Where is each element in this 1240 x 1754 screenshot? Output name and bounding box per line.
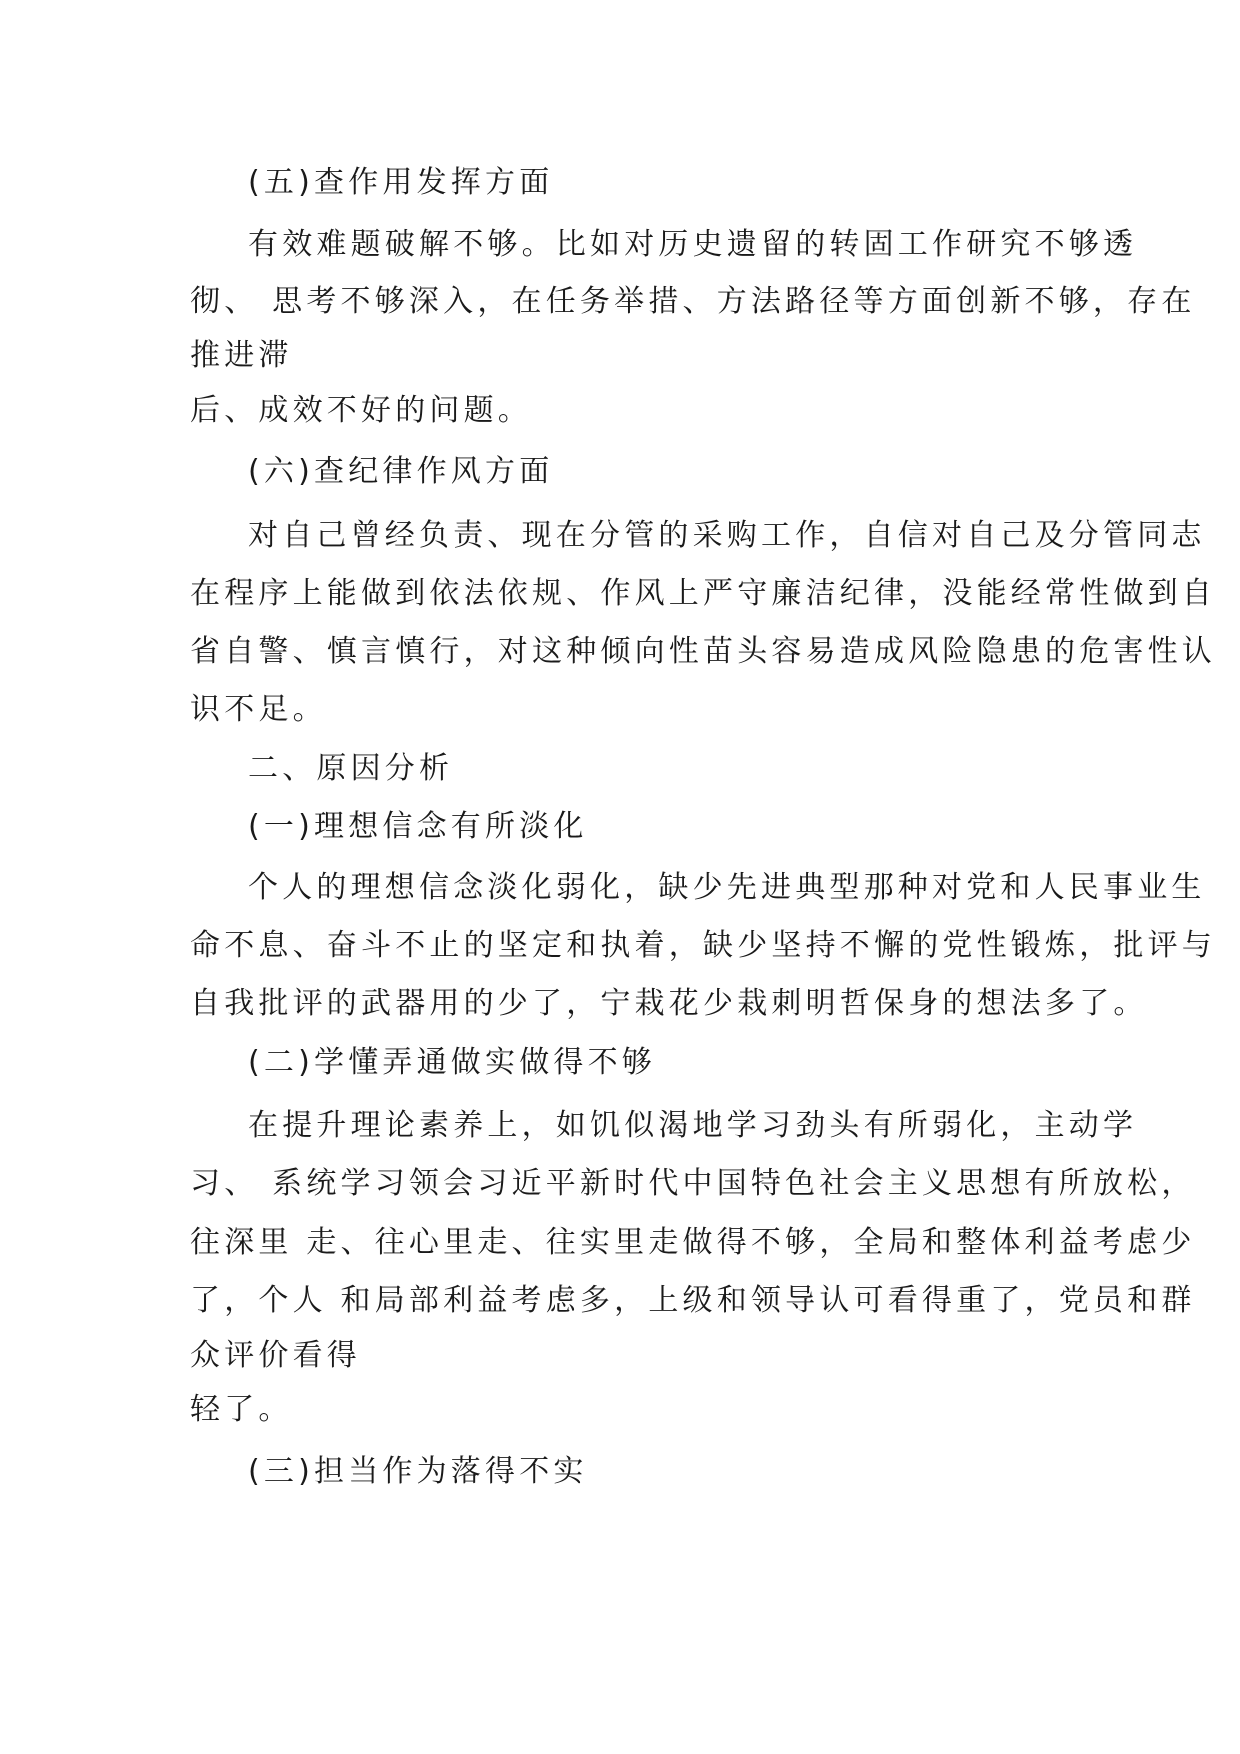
- paragraph-line: 在提升理论素养上，如饥似渴地学习劲头有所弱化，主动学: [248, 1108, 1138, 1143]
- paragraph-line: 对自己曾经负责、现在分管的采购工作，自信对自己及分管同志: [248, 518, 1206, 553]
- paragraph-line: 有效难题破解不够。比如对历史遗留的转固工作研究不够透: [248, 227, 1138, 262]
- paragraph-line: 往深里 走、往心里走、往实里走做得不够，全局和整体利益考虑少: [190, 1225, 1196, 1260]
- paragraph-line: 习、 系统学习领会习近平新时代中国特色社会主义思想有所放松，: [190, 1166, 1196, 1201]
- section-heading-3: (三)担当作为落得不实: [248, 1454, 588, 1489]
- paragraph-line: 自我批评的武器用的少了，宁栽花少栽刺明哲保身的想法多了。: [190, 986, 1148, 1021]
- paragraph-line: 推进滞: [190, 338, 293, 373]
- chapter-heading: 二、原因分析: [248, 751, 454, 786]
- section-heading-2: (二)学懂弄通做实做得不够: [248, 1045, 657, 1080]
- paragraph-line: 后、成效不好的问题。: [190, 393, 532, 428]
- paragraph-line: 在程序上能做到依法依规、作风上严守廉洁纪律，没能经常性做到自: [190, 576, 1216, 611]
- paragraph-line: 轻了。: [190, 1392, 293, 1427]
- paragraph-line: 了，个人 和局部利益考虑多，上级和领导认可看得重了，党员和群: [190, 1283, 1196, 1318]
- paragraph-line: 彻、 思考不够深入，在任务举措、方法路径等方面创新不够，存在: [190, 284, 1196, 319]
- paragraph-line: 识不足。: [190, 692, 327, 727]
- paragraph-line: 众评价看得: [190, 1338, 361, 1373]
- section-heading-5: (五)查作用发挥方面: [248, 165, 554, 200]
- section-heading-1: (一)理想信念有所淡化: [248, 809, 588, 844]
- paragraph-line: 省自警、慎言慎行，对这种倾向性苗头容易造成风险隐患的危害性认: [190, 634, 1216, 669]
- paragraph-line: 命不息、奋斗不止的坚定和执着，缺少坚持不懈的党性锻炼，批评与: [190, 928, 1216, 963]
- section-heading-6: (六)查纪律作风方面: [248, 454, 554, 489]
- paragraph-line: 个人的理想信念淡化弱化，缺少先进典型那种对党和人民事业生: [248, 870, 1206, 905]
